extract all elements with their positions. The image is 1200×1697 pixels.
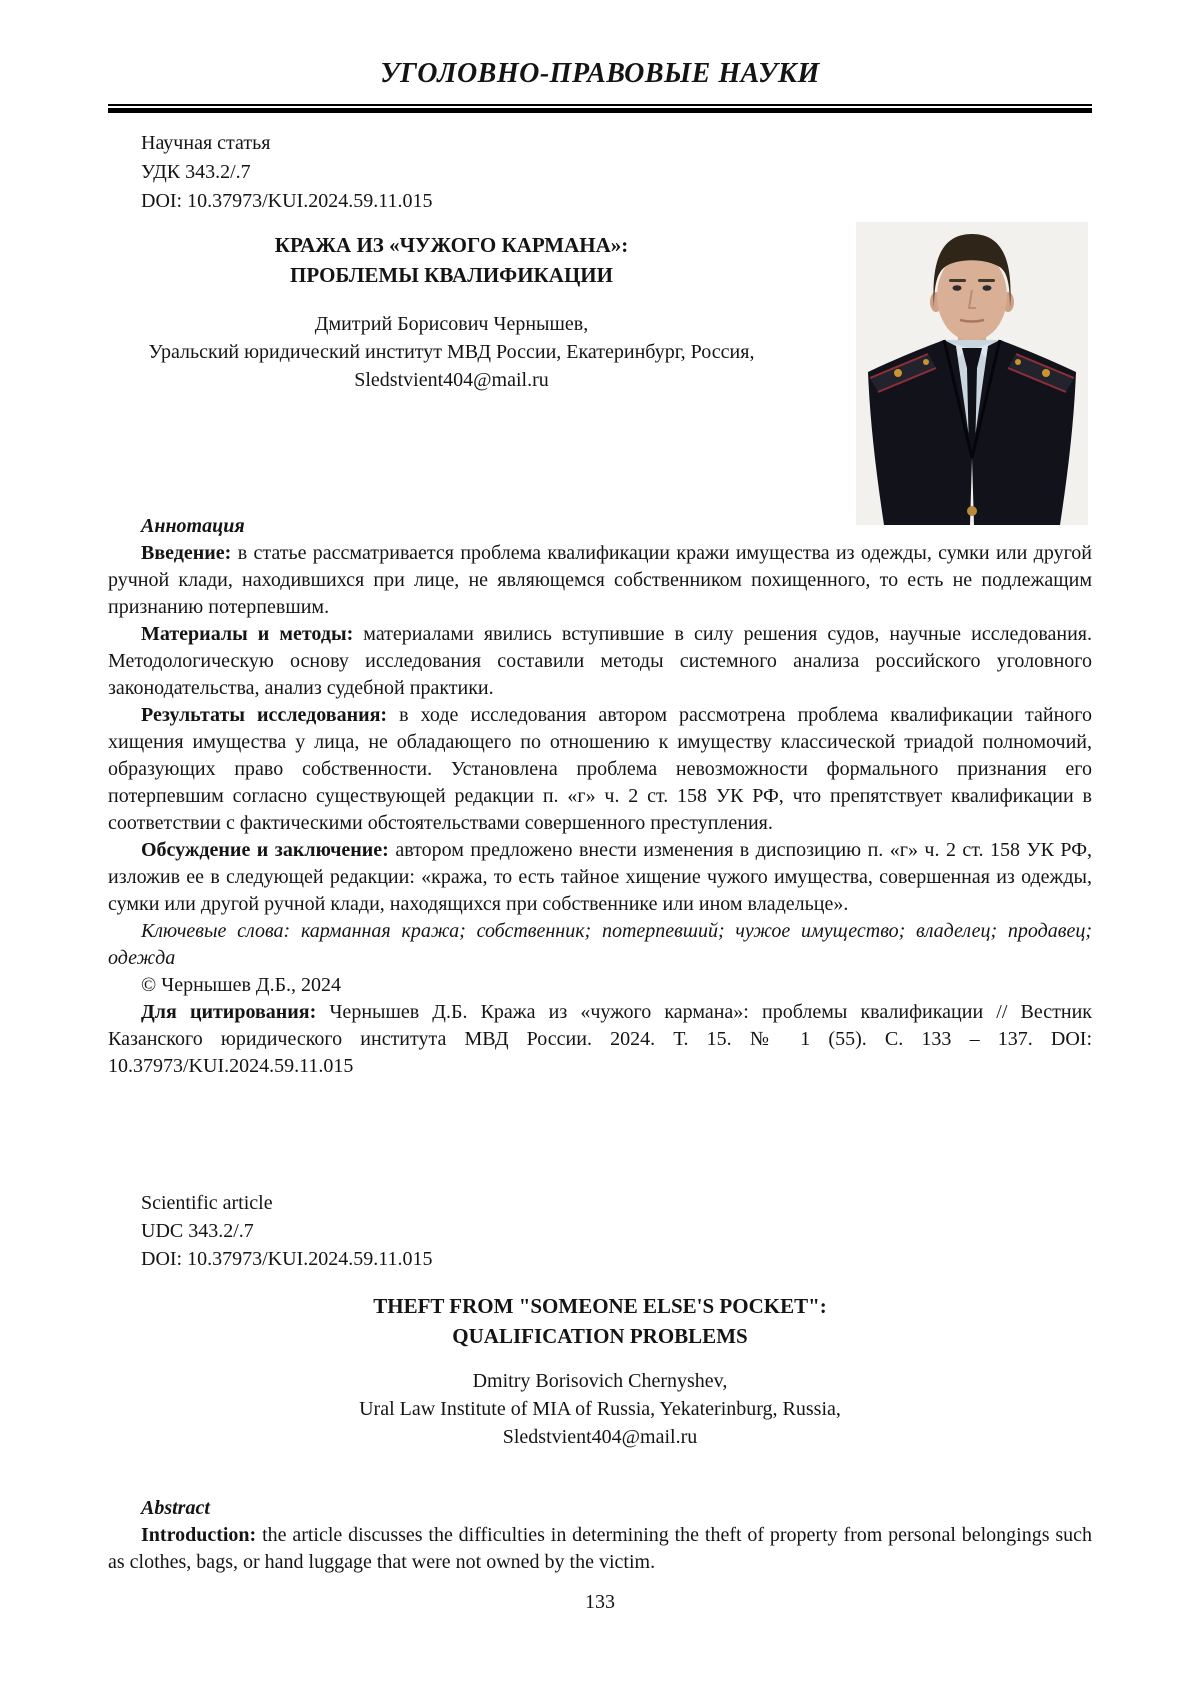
author-affiliation-en: Ural Law Institute of MIA of Russia, Yekaterinburg, Russia, [359, 1398, 841, 1420]
article-type-ru: Научная статья [141, 132, 271, 154]
article-meta-ru [108, 129, 1092, 216]
article-title-ru-line1: КРАЖА ИЗ «ЧУЖОГО КАРМАНА»: [274, 233, 629, 257]
paragraph-introduction-en [108, 1522, 1092, 1576]
author-email-en: Sledstvient404@mail.ru [502, 1426, 698, 1448]
abstract-section [108, 1495, 1092, 1576]
udc-number-en: UDC 343.2/.7 [141, 1220, 254, 1242]
copyright-line: © Чернышев Д.Б., 2024 [141, 974, 342, 996]
paragraph-materials-methods-ru [108, 621, 1092, 702]
paragraph-lead: Результаты исследования: [141, 704, 388, 726]
paragraph-discussion-conclusion-ru [108, 837, 1092, 918]
annotation-heading: Аннотация [141, 515, 245, 537]
paragraph-results-ru [108, 702, 1092, 837]
doi-line-en: DOI: 10.37973/KUI.2024.59.11.015 [141, 1248, 433, 1270]
article-title-ru-line2: ПРОБЛЕМЫ КВАЛИФИКАЦИИ [290, 263, 613, 287]
article-title-en-line1: THEFT FROM "SOMEONE ELSE'S POCKET": [373, 1294, 827, 1318]
citation-ru [108, 999, 1092, 1080]
udc-number-ru: УДК 343.2/.7 [141, 161, 251, 183]
doi-line-ru: DOI: 10.37973/KUI.2024.59.11.015 [141, 190, 433, 212]
keywords-text: карманная кража; собственник; потерпевший; чужое имущество; владелец; продавец; одежда [108, 920, 1092, 969]
author-name-ru: Дмитрий Борисович Чернышев, [314, 313, 589, 335]
paragraph-text: the article discusses the difficulties in determining the theft of property from personal belongings such as clothes, bags, or hand luggage that were not owned by the victim. [108, 1524, 1093, 1573]
paragraph-text: в ходе исследования автором рассмотрена проблема квалификации тайного хищения имущества у лица, не обладающего по отношению к имуществу классической триадой полномочий, образующих право собственности. Установлена проблема невозможности формального признания его потерпевшим согласно существующей редакции п. «г» ч. 2 ст. 158 УК РФ, что препятствует квалификации в соответствии с фактическими обстоятельствами совершенного преступления. [108, 704, 1092, 834]
keywords-lead: Ключевые слова: [141, 920, 291, 942]
paragraph-lead: Материалы и методы: [141, 623, 354, 645]
paragraph-text: автором предложено внести изменения в диспозицию п. «г» ч. 2 ст. 158 УК РФ, изложив ее в следующей редакции: «кража, то есть тайное хищение чужого имущества, совершенная из одежды, сумки или другой ручной клади, находящихся при собственнике или ином владельце». [108, 839, 1093, 915]
header-rule-thick [108, 108, 1092, 113]
authors-ru [108, 310, 795, 394]
article-meta-en [108, 1189, 1092, 1273]
keywords-ru [108, 918, 1092, 972]
authors-en [108, 1367, 1092, 1451]
paragraph-text: материалами явились вступившие в силу решения судов, научные исследования. Методологическую основу исследования составили методы системного анализа российского уголовного законодательства, анализ судебной практики. [108, 623, 1093, 699]
header-rule-thin [108, 104, 1092, 106]
russian-header-block [108, 230, 795, 394]
annotation-section [108, 513, 1092, 1189]
citation-text: Чернышев Д.Б. Кража из «чужого кармана»: проблемы квалификации // Вестник Казанского юридического института МВД России. 2024. Т. 15. № 1 (55). С. 133 – 137. DOI: 10.37973/KUI.2024.59.11.015 [108, 1001, 1092, 1077]
paragraph-lead: Введение: [141, 542, 232, 564]
article-type-en: Scientific article [141, 1192, 273, 1214]
paragraph-introduction-ru [108, 540, 1092, 621]
author-photo [856, 222, 1088, 525]
running-head: УГОЛОВНО-ПРАВОВЫЕ НАУКИ [380, 58, 820, 89]
article-title-en-line2: QUALIFICATION PROBLEMS [452, 1324, 748, 1348]
author-affiliation-ru: Уральский юридический институт МВД России, Екатеринбург, Россия, [148, 341, 755, 363]
author-name-en: Dmitry Borisovich Chernyshev, [472, 1370, 728, 1392]
paragraph-lead: Обсуждение и заключение: [141, 839, 389, 861]
article-title-en [108, 1291, 1092, 1351]
paragraph-lead: Introduction: [141, 1524, 257, 1546]
citation-lead: Для цитирования: [141, 1001, 317, 1023]
author-email-ru: Sledstvient404@mail.ru [354, 369, 549, 391]
abstract-heading: Abstract [141, 1497, 210, 1519]
page-number: 133 [585, 1591, 615, 1613]
article-title-ru [108, 230, 795, 290]
paragraph-text: в статье рассматривается проблема квалификации кражи имущества из одежды, сумки или другой ручной клади, находившихся при лице, не являющемся собственником похищенного, то есть не подлежащим признанию потерпевшим. [108, 542, 1093, 618]
